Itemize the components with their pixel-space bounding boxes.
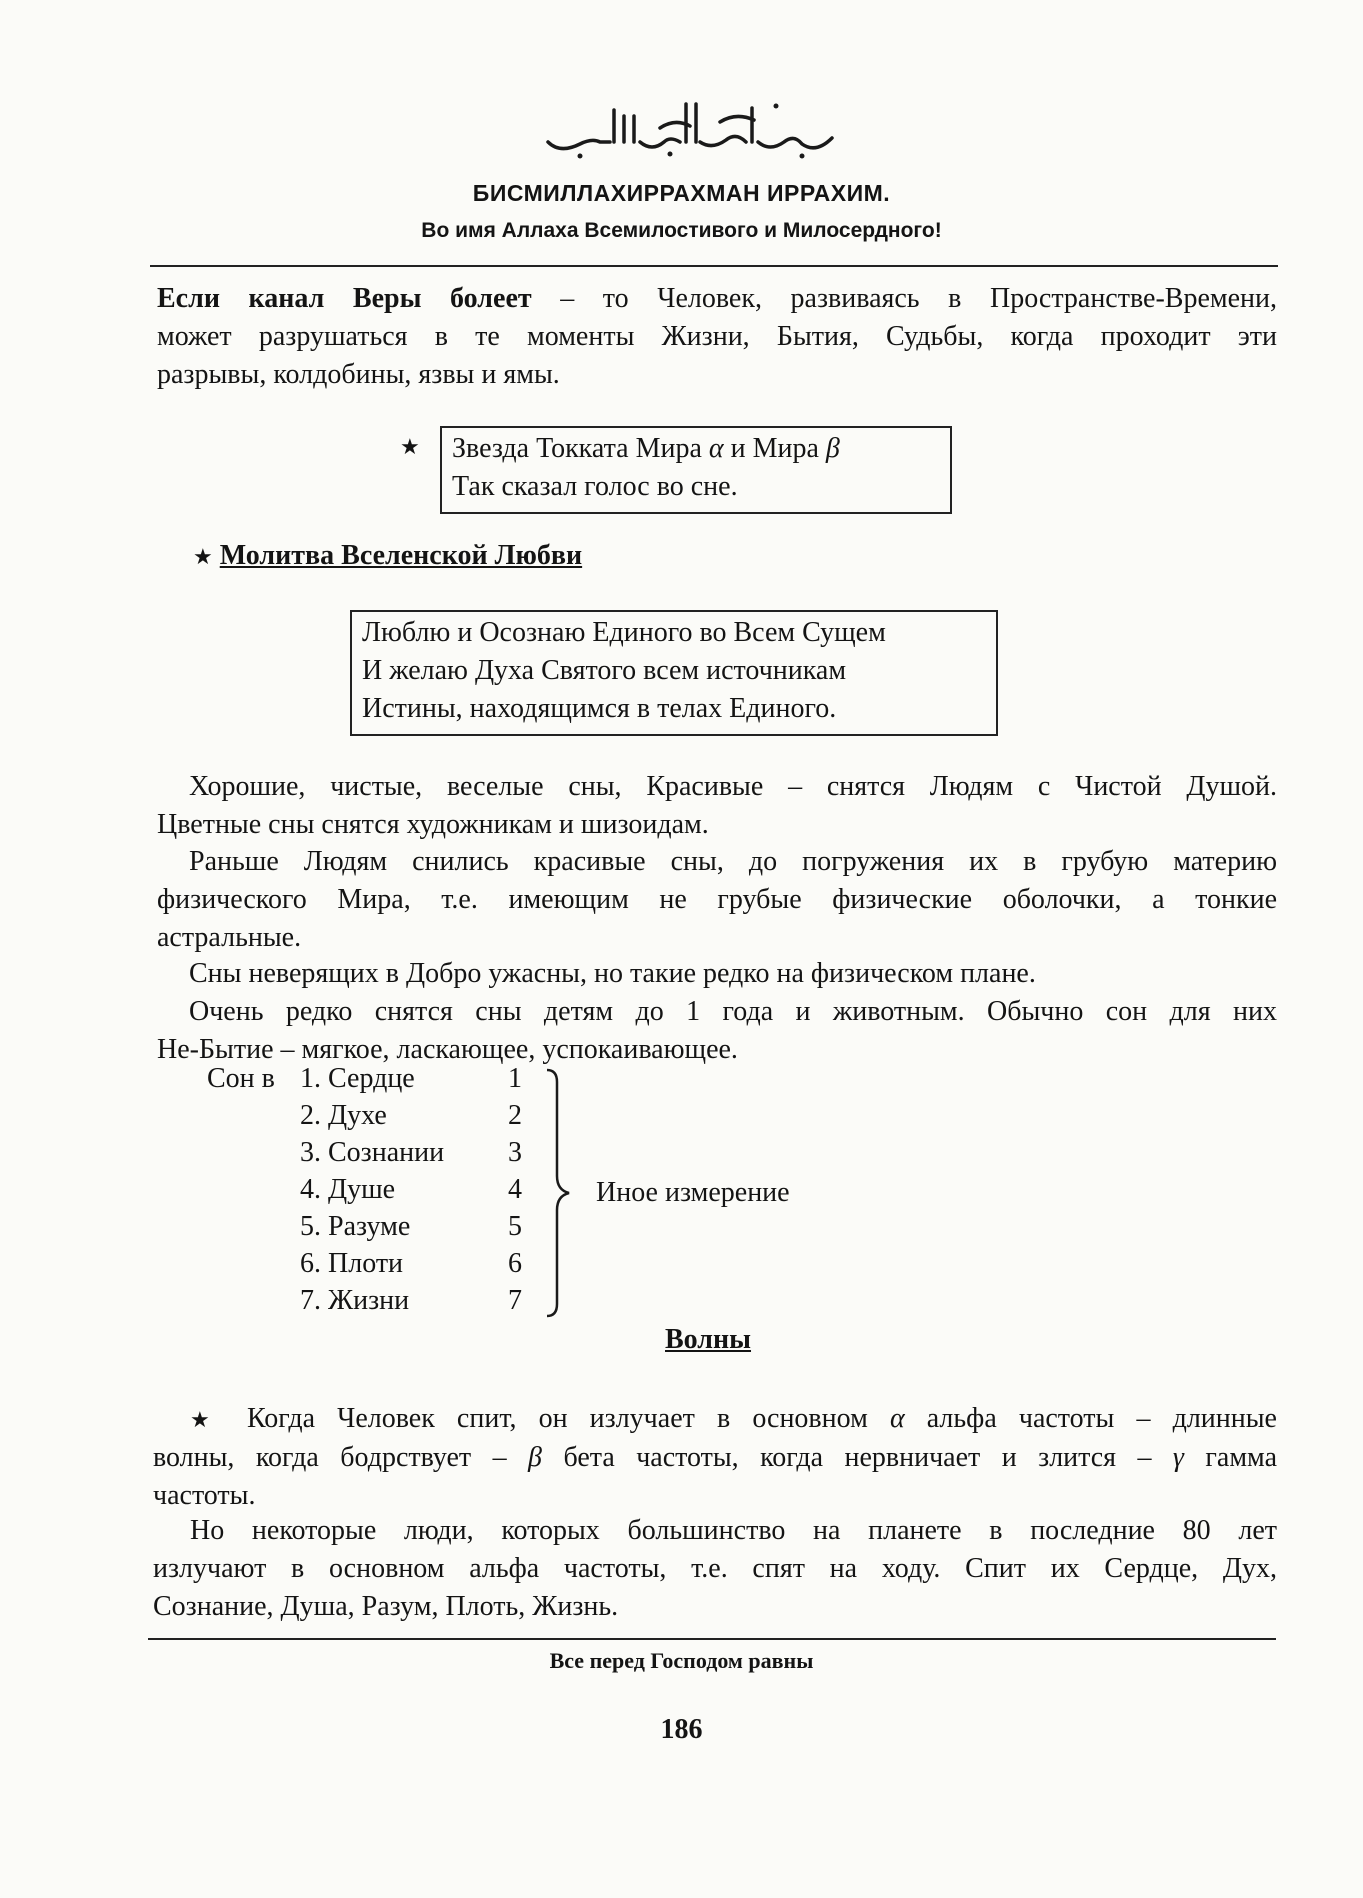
curly-brace-icon — [543, 1068, 573, 1318]
gamma-symbol: γ — [1172, 1442, 1184, 1473]
list-item: 1. Сердце 1 — [300, 1063, 522, 1094]
footer-divider — [148, 1638, 1276, 1640]
tokkata-line-2: Так сказал голос во сне. — [452, 471, 738, 502]
page-number: 186 — [660, 1714, 703, 1745]
dreams-p2-line-1: Раньше Людям снились красивые сны, до погружения их в грубую материю — [189, 846, 1277, 877]
prayer-line-3: Истины, находящимся в телах Единого. — [362, 693, 837, 724]
prayer-heading: Молитва Вселенской Любви — [219, 540, 583, 571]
waves-heading: Волны — [665, 1324, 752, 1355]
intro-bold-lead: Если канал Веры болеет — [157, 283, 532, 314]
header-divider — [150, 265, 1278, 267]
sleep-list-lead: Сон в — [207, 1063, 275, 1094]
star-icon: ★ — [400, 434, 420, 459]
alpha-symbol: α — [708, 433, 724, 464]
bracket-label: Иное измерение — [596, 1177, 790, 1208]
prayer-line-2: И желаю Духа Святого всем источникам — [362, 655, 847, 686]
dreams-p4-line-2: Не-Бытие – мягкое, ласкающее, успокаивающее. — [157, 1034, 738, 1065]
list-item: 2. Духе 2 — [300, 1100, 522, 1131]
prayer-line-1: Люблю и Осознаю Единого во Всем Сущем — [362, 617, 886, 648]
sleep-list — [300, 1060, 522, 1319]
prayer-box — [350, 610, 998, 736]
waves-p1-line-3: частоты. — [153, 1480, 256, 1511]
alpha-symbol: α — [889, 1403, 905, 1434]
dreams-p2-line-3: астральные. — [157, 922, 302, 953]
beta-symbol: β — [825, 433, 840, 464]
waves-p1-line-2: волны, когда бодрствует – β бета частоты, когда нервничает и злится – γ гамма — [153, 1442, 1277, 1473]
dreams-p3-line-1: Сны неверящих в Добро ужасны, но такие редко на физическом плане. — [189, 958, 1036, 989]
list-item: 4. Душе 4 — [300, 1174, 522, 1205]
dreams-paragraph-1 — [157, 768, 1277, 844]
list-item: 3. Сознании 3 — [300, 1137, 522, 1168]
intro-line-1: Если канал Веры болеет – то Человек, развиваясь в Пространстве-Времени, — [157, 283, 1277, 314]
bismillah-calligraphy — [540, 92, 840, 162]
waves-paragraph-2 — [153, 1512, 1277, 1626]
intro-line-3: разрывы, колдобины, язвы и ямы. — [157, 359, 560, 390]
waves-p2-line-2: излучают в основном альфа частоты, т.е. спят на ходу. Спит их Сердце, Дух, — [153, 1553, 1277, 1584]
waves-p2-line-1: Но некоторые люди, которых большинство на планете в последние 80 лет — [190, 1515, 1277, 1546]
tokkata-line-1: Звезда Токката Мира α и Мира β — [452, 433, 840, 464]
tokkata-box — [440, 426, 952, 514]
dreams-paragraph-3 — [157, 955, 1277, 993]
star-icon: ★ — [193, 544, 213, 569]
list-item: 6. Плоти 6 — [300, 1248, 522, 1279]
dreams-paragraph-4 — [157, 993, 1277, 1069]
list-item: 5. Разуме 5 — [300, 1211, 522, 1242]
beta-symbol: β — [528, 1442, 542, 1473]
dreams-p4-line-1: Очень редко снятся сны детям до 1 года и животным. Обычно сон для них — [189, 996, 1277, 1027]
waves-p2-line-3: Сознание, Душа, Разум, Плоть, Жизнь. — [153, 1591, 619, 1622]
header-subtitle: Во имя Аллаха Всемилостивого и Милосердного! — [421, 219, 942, 242]
dreams-p2-line-2: физического Мира, т.е. имеющим не грубые физические оболочки, а тонкие — [157, 884, 1277, 915]
list-item: 7. Жизни 7 — [300, 1285, 522, 1316]
dreams-paragraph-2 — [157, 843, 1277, 957]
star-icon: ★ — [190, 1407, 225, 1432]
prayer-heading-row — [193, 540, 582, 572]
intro-line-2: может разрушаться в те моменты Жизни, Бытия, Судьбы, когда проходит эти — [157, 321, 1277, 352]
intro-paragraph — [157, 280, 1277, 394]
waves-paragraph-1 — [153, 1400, 1277, 1515]
header-title: БИСМИЛЛАХИРРАХМАН ИРРАХИМ. — [472, 180, 891, 206]
waves-p1-line-1: ★ Когда Человек спит, он излучает в основном α альфа частоты – длинные — [153, 1400, 1277, 1439]
dreams-p1-line-1: Хорошие, чистые, веселые сны, Красивые – снятся Людям с Чистой Душой. — [189, 771, 1277, 802]
footer-text: Все перед Господом равны — [549, 1648, 814, 1673]
dreams-p1-line-2: Цветные сны снятся художникам и шизоидам. — [157, 809, 709, 840]
